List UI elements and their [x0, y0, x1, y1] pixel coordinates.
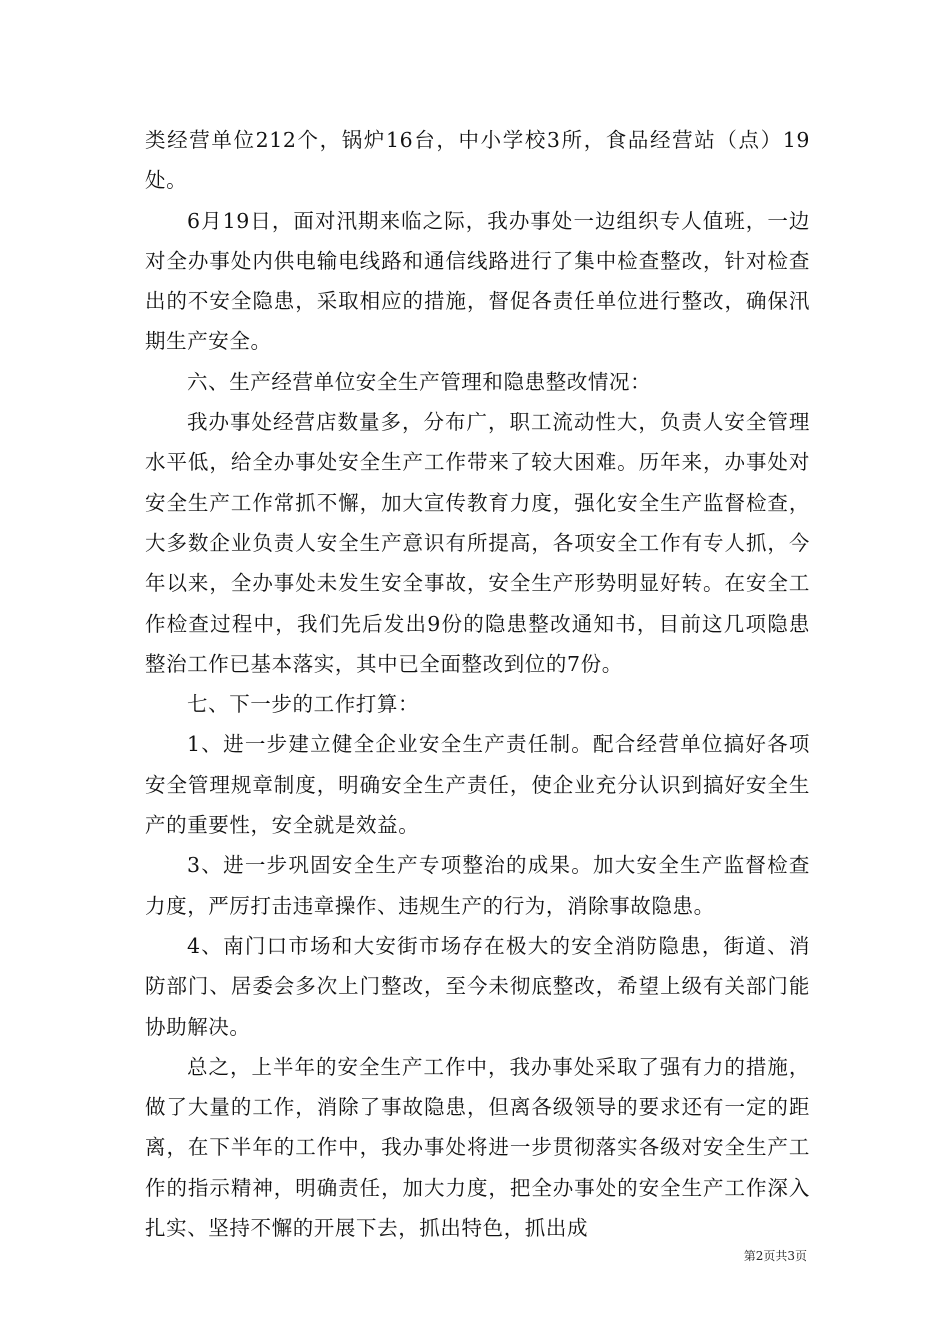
list-item-4: 4、南门口市场和大安街市场存在极大的安全消防隐患，街道、消防部门、居委会多次上门整改，至今未彻底整改，希望上级有关部门能协助解决。	[145, 933, 810, 1039]
paragraph-1: 类经营单位212个，锅炉16台，中小学校3所，食品经营站（点）19处。	[145, 128, 810, 193]
list-item-3: 3、进一步巩固安全生产专项整治的成果。加大安全生产监督检查力度，严厉打击违章操作、违规生产的行为，消除事故隐患。	[145, 853, 810, 918]
paragraph-2: 6月19日，面对汛期来临之际，我办事处一边组织专人值班，一边对全办事处内供电输电线路和通信线路进行了集中检查整改，针对检查出的不安全隐患，采取相应的措施，督促各责任单位进行整改，确保汛期生产安全。	[145, 208, 810, 354]
list-item-1: 1、进一步建立健全企业安全生产责任制。配合经营单位搞好各项安全管理规章制度，明确安全生产责任，使企业充分认识到搞好安全生产的重要性，安全就是效益。	[145, 732, 810, 838]
paragraph-summary: 总之，上半年的安全生产工作中，我办事处采取了强有力的措施，做了大量的工作，消除了事故隐患，但离各级领导的要求还有一定的距离，在下半年的工作中，我办事处将进一步贯彻落实各级对安全生产工作的指示精神，明确责任，加大力度，把全办事处的安全生产工作深入扎实、坚持不懈的开展下去，抓出特色，抓出成	[145, 1054, 810, 1241]
page-number: 第2页共3页	[743, 1249, 807, 1263]
paragraph-4: 我办事处经营店数量多，分布广，职工流动性大，负责人安全管理水平低，给全办事处安全生产工作带来了较大困难。历年来，办事处对安全生产工作常抓不懈，加大宣传教育力度，强化安全生产监督检查，大多数企业负责人安全生产意识有所提高，各项安全工作有专人抓，今年以来，全办事处未发生安全事故，安全生产形势明显好转。在安全工作检查过程中，我们先后发出9份的隐患整改通知书，目前这几项隐患整治工作已基本落实，其中已全面整改到位的7份。	[145, 410, 810, 676]
section-heading-6: 六、生产经营单位安全生产管理和隐患整改情况：	[187, 369, 652, 394]
section-heading-7: 七、下一步的工作打算：	[187, 692, 420, 717]
document-body	[145, 120, 810, 1248]
